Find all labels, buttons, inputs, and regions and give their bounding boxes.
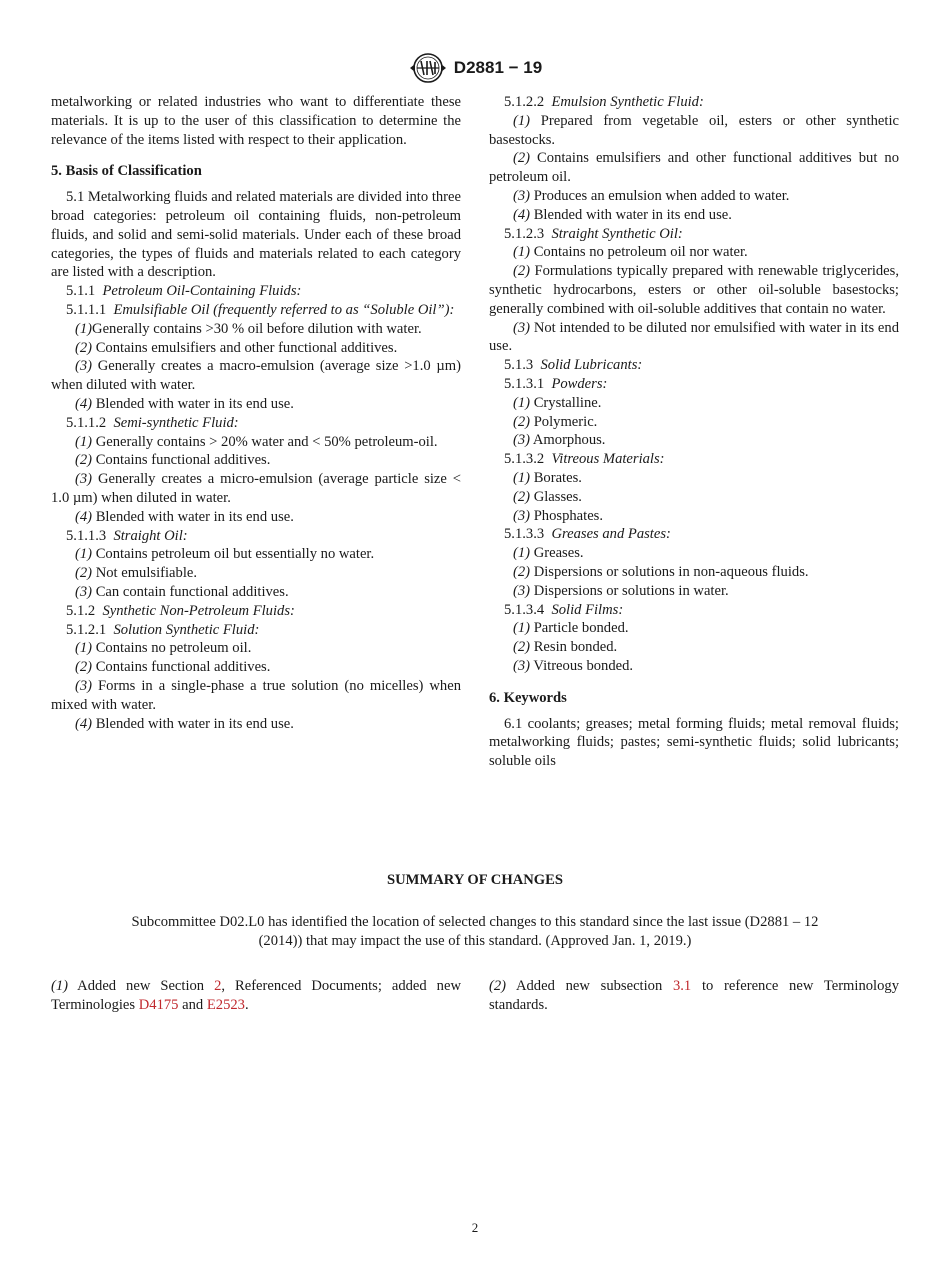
subsection-5-1-1-1: 5.1.1.1 Emulsifiable Oil (frequently referred to as “Soluble Oil”): [66,301,455,318]
list-item: (3) Vitreous bonded. [513,657,634,674]
subsection-5-1-2: 5.1.2 Synthetic Non-Petroleum Fluids: [66,602,295,619]
list-item: (2) Formulations typically prepared with renewable triglycerides, synthetic hydrocarbons, esters or other oil-soluble basestocks; generally combined with oil-soluble additives that contain no water. [489,263,899,317]
list-item: (3) Produces an emulsion when added to water. [513,187,790,204]
list-item: (2) Not emulsifiable. [75,565,198,582]
paragraph-6-1: 6.1 coolants; greases; metal forming fluids; metal removal fluids; metalworking fluids; pastes; semi-synthetic fluids; solid lubricants; soluble oils [489,715,899,770]
e2523-link[interactable]: E2523 [206,996,245,1013]
list-item: (3) Generally creates a macro-emulsion (average size >1.0 µm) when diluted with water. [51,358,461,394]
list-item: (4) Blended with water in its end use. [513,206,732,223]
subsection-5-1-3-3: 5.1.3.3 Greases and Pastes: [504,526,671,543]
summary-intro: Subcommittee D02.L0 has identified the location of selected changes to this standard since the last issue (D2881 – 12 (2014)) that may impact the use of this standard. (Approved Jan. 1, 2019.) [131,914,819,949]
subsection-5-1-2-2: 5.1.2.2 Emulsion Synthetic Fluid: [504,94,704,110]
subsection-5-1-1-2: 5.1.1.2 Semi-synthetic Fluid: [66,414,239,431]
subsection-5-1-2-3: 5.1.2.3 Straight Synthetic Oil: [504,225,683,242]
subsection-5-1-3-2: 5.1.3.2 Vitreous Materials: [504,451,665,468]
page-number: 2 [471,1220,479,1235]
list-item: (2) Polymeric. [513,413,598,430]
list-item: (3) Generally creates a micro-emulsion (average particle size < 1.0 µm) when diluted in water. [51,471,462,506]
list-item: (2) Dispersions or solutions in non-aqueous fluids. [513,563,809,580]
section-5-heading: 5. Basis of Classification [51,163,202,180]
list-item: (2) Contains emulsifiers and other functional additives but no petroleum oil. [489,150,899,186]
list-item: (2) Contains functional additives. [75,452,271,469]
list-item: (1) Contains no petroleum oil nor water. [513,244,748,261]
list-item: (4) Blended with water in its end use. [75,715,294,732]
left-column [51,93,461,733]
summary-heading: SUMMARY OF CHANGES [387,872,563,888]
page-header [0,52,950,84]
list-item: (3) Can contain functional additives. [75,583,289,600]
right-column [489,93,899,771]
list-item: (2) Contains functional additives. [75,659,271,676]
subsection-3-1-link[interactable]: 3.1 [672,978,692,994]
section-6-heading: 6. Keywords [489,689,567,706]
d4175-link[interactable]: D4175 [138,996,179,1013]
list-item: (1) Particle bonded. [513,620,629,637]
list-item: (3) Phosphates. [513,507,604,524]
list-item: (1)Generally contains >30 % oil before dilution with water. [75,320,422,337]
list-item: (1) Crystalline. [513,394,602,411]
list-item: (1) Contains petroleum oil but essentially no water. [75,546,375,563]
list-item: (2) Resin bonded. [513,639,618,656]
intro-paragraph: metalworking or related industries who want to differentiate these materials. It is up to the user of this classification to determine the relevance of the items listed with respect to their application. [51,94,461,148]
subsection-5-1-1-3: 5.1.1.3 Straight Oil: [66,527,188,544]
list-item: (1) Greases. [513,545,584,562]
list-item: (3) Not intended to be diluted nor emulsified with water in its end use. [489,319,899,355]
subsection-5-1-3: 5.1.3 Solid Lubricants: [504,357,643,374]
list-item: (1) Borates. [513,469,582,486]
astm-logo [408,52,448,84]
subsection-5-1-3-4: 5.1.3.4 Solid Films: [504,601,624,618]
list-item: (3) Forms in a single-phase a true solution (no micelles) when mixed with water. [51,677,461,713]
document-id: D2881 − 19 [453,58,543,77]
subsection-5-1-3-1: 5.1.3.1 Powders: [504,375,608,392]
list-item: (4) Blended with water in its end use. [75,508,294,525]
paragraph-5-1: 5.1 Metalworking fluids and related materials are divided into three broad categories: petroleum oil containing fluids, non-petroleum fluids, and solid and semi-solid materials. Under each of these broad categories, the types of fluids and materials related to each category are listed with a description. [51,189,461,281]
list-item: (3) Dispersions or solutions in water. [513,582,729,599]
subsection-5-1-2-1: 5.1.2.1 Solution Synthetic Fluid: [66,621,260,638]
change-item-1: (1) Added new Section 2, Referenced Documents; added new Terminologies D4175 and E2523. [51,978,461,1013]
section-2-link[interactable]: 2 [214,978,222,994]
list-item: (1) Contains no petroleum oil. [75,640,252,657]
list-item: (2) Contains emulsifiers and other functional additives. [75,339,398,356]
list-item: (4) Blended with water in its end use. [75,395,294,412]
list-item: (1) Prepared from vegetable oil, esters or other synthetic basestocks. [489,112,899,148]
list-item: (2) Glasses. [513,488,582,505]
list-item: (3) Amorphous. [513,432,606,449]
list-item: (1) Generally contains > 20% water and < 50% petroleum-oil. [75,433,438,450]
subsection-5-1-1: 5.1.1 Petroleum Oil-Containing Fluids: [66,283,302,300]
change-item-2: (2) Added new subsection 3.1 to reference new Terminology standards. [489,978,899,1013]
